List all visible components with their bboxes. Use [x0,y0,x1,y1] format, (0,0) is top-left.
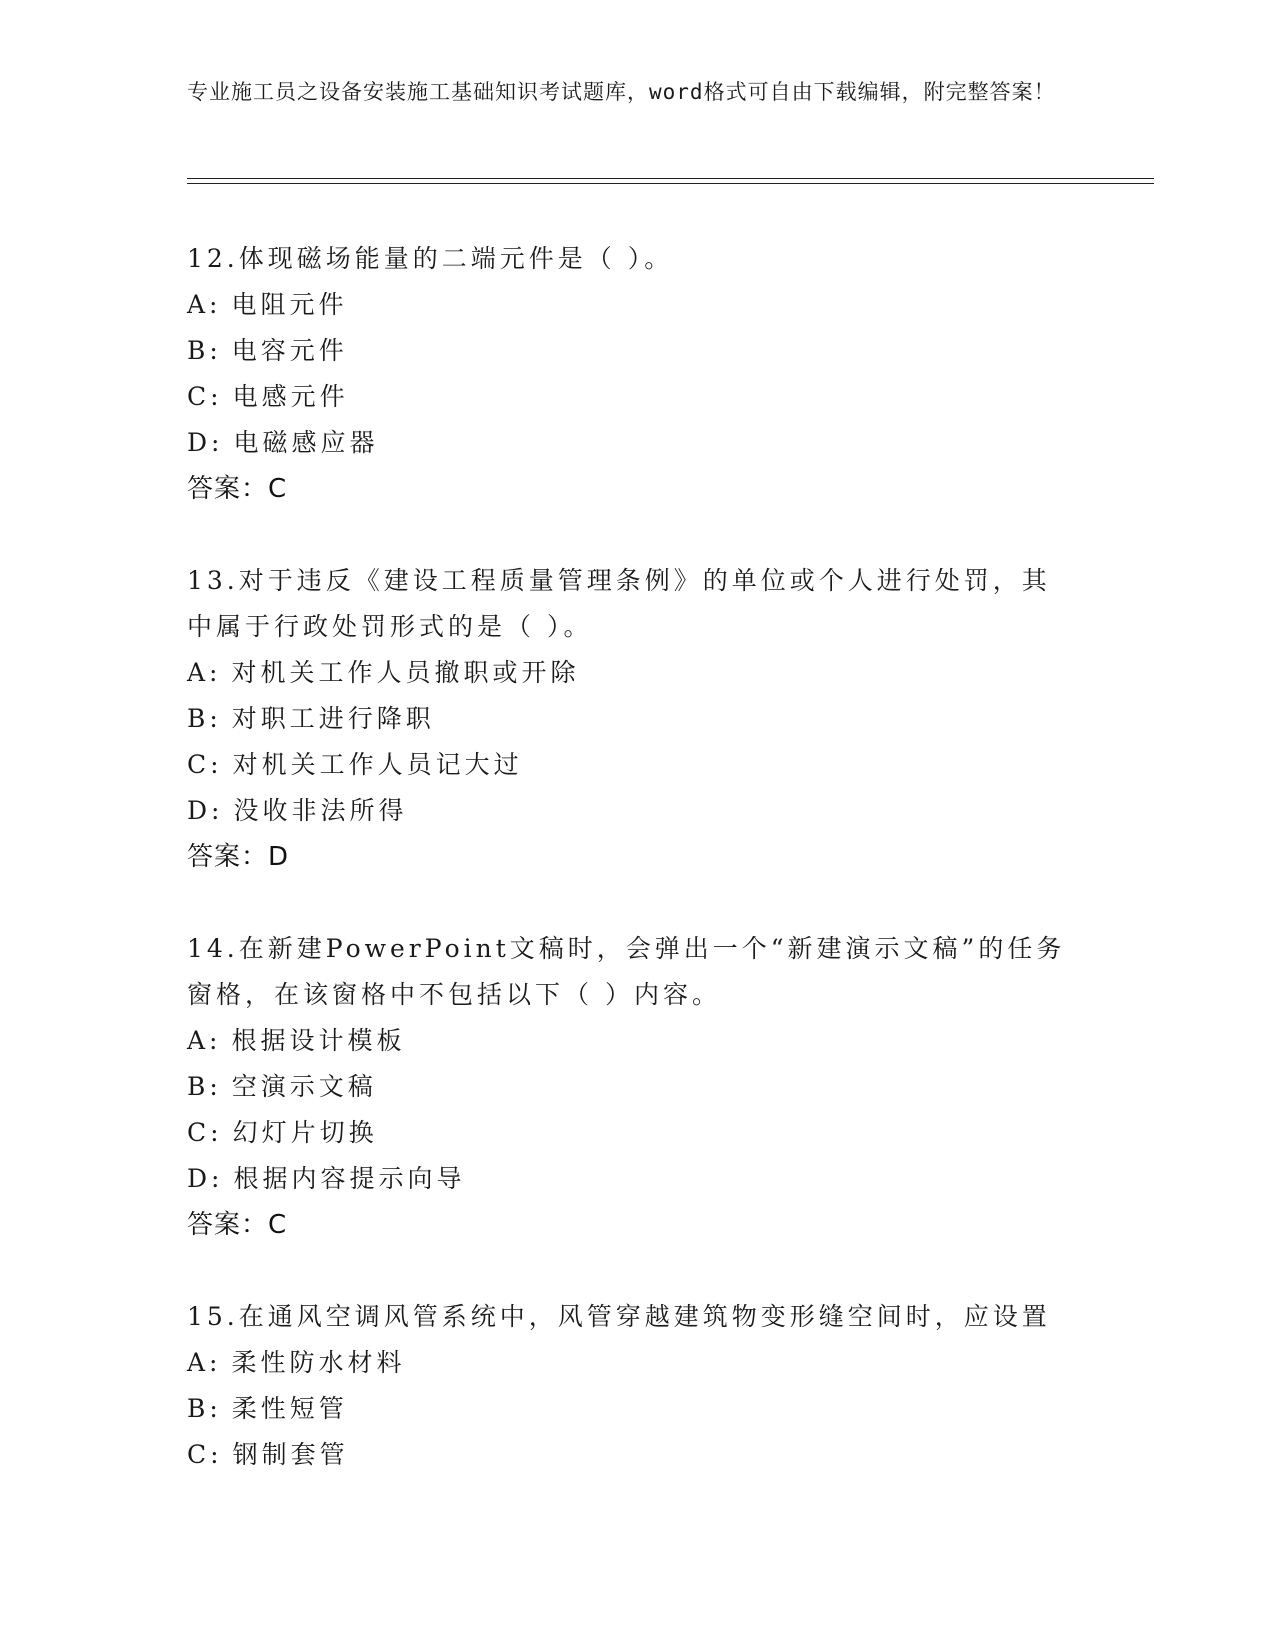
answer: 答案：C [187,1210,288,1240]
option-d [187,420,1087,466]
option-label: C: [187,750,223,779]
option-label: A: [187,658,222,687]
option-text: 对机关工作人员记大过 [232,750,523,779]
question-13 [187,558,1087,880]
option-b [187,1386,1087,1432]
option-label: A: [187,1026,222,1055]
option-text: 根据内容提示向导 [233,1164,466,1193]
answer: 答案：C [187,474,288,504]
option-b [187,328,1087,374]
answer: 答案：D [187,842,290,872]
option-a [187,282,1087,328]
option-label: B: [187,336,222,365]
option-c [187,1110,1087,1156]
option-label: A: [187,290,222,319]
option-c [187,374,1087,420]
option-text: 电阻元件 [231,290,348,319]
option-text: 对机关工作人员撤职或开除 [231,658,580,687]
option-a [187,650,1087,696]
option-b [187,696,1087,742]
option-label: A: [187,1348,222,1377]
option-text: 对职工进行降职 [231,704,435,733]
option-b [187,1064,1087,1110]
option-text: 没收非法所得 [233,796,408,825]
question-stem: 15.在通风空调风管系统中，风管穿越建筑物变形缝空间时，应设置 [187,1302,1051,1331]
header-divider-bottom [187,183,1154,184]
option-text: 柔性短管 [231,1394,348,1423]
option-label: B: [187,704,222,733]
document-header: 专业施工员之设备安装施工基础知识考试题库，word格式可自由下载编辑，附完整答案！ [187,80,1056,104]
option-label: C: [187,382,223,411]
option-label: B: [187,1072,222,1101]
question-stem: 14.在新建PowerPoint文稿时，会弹出一个“新建演示文稿”的任务窗格，在该窗格中不包括以下（ ）内容。 [187,934,1066,1009]
option-c [187,742,1087,788]
option-label: B: [187,1394,222,1423]
question-stem: 12.体现磁场能量的二端元件是（ ）。 [187,244,674,273]
option-text: 电容元件 [231,336,348,365]
question-14 [187,926,1087,1248]
option-label: D: [187,796,224,825]
question-list [187,236,1087,1524]
option-a [187,1018,1087,1064]
option-label: C: [187,1440,223,1469]
option-text: 电感元件 [232,382,349,411]
option-d [187,788,1087,834]
option-text: 柔性防水材料 [231,1348,406,1377]
option-d [187,1156,1087,1202]
option-text: 电磁感应器 [233,428,379,457]
option-label: C: [187,1118,223,1147]
header-divider-top [187,178,1154,179]
option-c [187,1432,1087,1478]
option-text: 幻灯片切换 [232,1118,378,1147]
option-label: D: [187,428,224,457]
question-stem: 13.对于违反《建设工程质量管理条例》的单位或个人进行处罚，其中属于行政处罚形式的是（ ）。 [187,566,1051,641]
option-a [187,1340,1087,1386]
option-label: D: [187,1164,224,1193]
question-12 [187,236,1087,512]
option-text: 空演示文稿 [231,1072,377,1101]
option-text: 根据设计模板 [231,1026,406,1055]
option-text: 钢制套管 [232,1440,349,1469]
question-15 [187,1294,1087,1478]
